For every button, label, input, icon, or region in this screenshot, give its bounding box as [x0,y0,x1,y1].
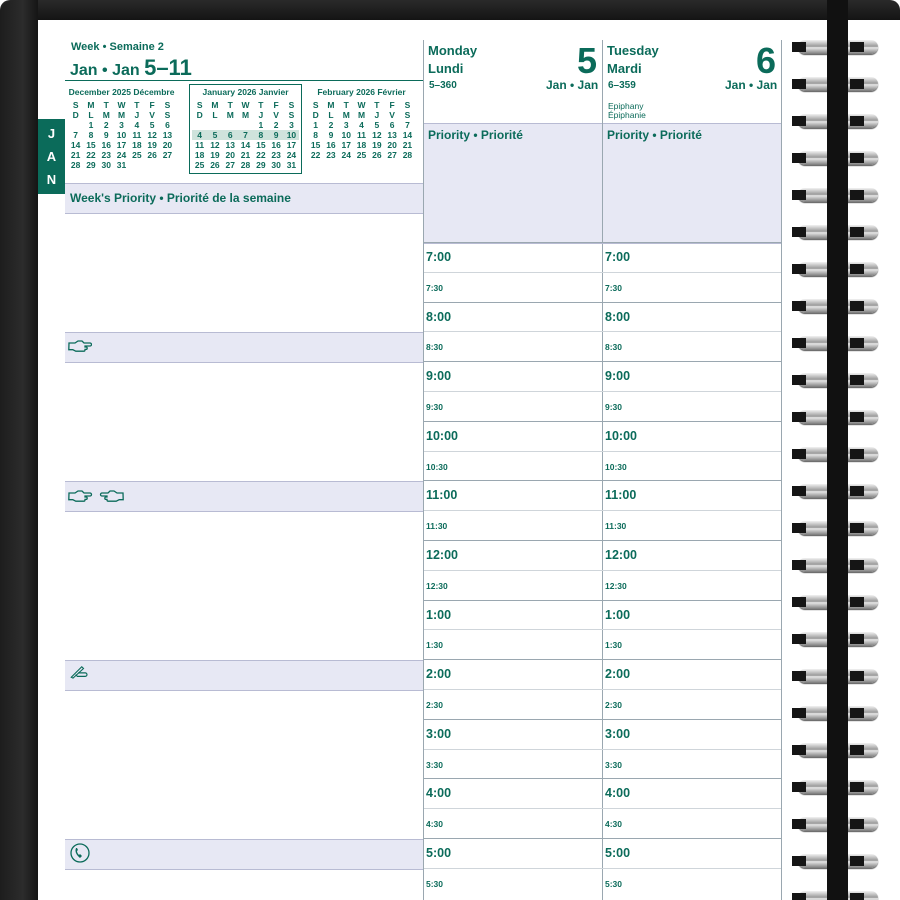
time-slot-label[interactable]: 8:00 [426,310,452,324]
slot-divider [424,808,781,809]
calendar-day[interactable]: 8 [313,130,319,140]
mini-calendar-february [308,87,415,170]
cover-top-edge [0,0,900,20]
time-slot-label[interactable]: 3:00 [605,727,631,741]
slot-divider [424,510,781,511]
day-month: Jan • Jan [725,78,778,92]
calendar-day[interactable]: 8 [253,130,268,140]
slot-divider [424,391,781,392]
slot-divider [424,242,781,243]
time-slot-label[interactable]: 12:00 [605,548,637,562]
weekday-header: M [241,110,250,120]
writing-hand-icon [68,665,92,679]
month-tab-letter: J [47,126,56,141]
weekday-header: T [103,100,109,110]
calendar-day[interactable]: 13 [162,130,173,140]
calendar-day[interactable]: 7 [73,130,79,140]
calendar-day[interactable]: 23 [101,150,111,160]
slot-divider [424,570,781,571]
calendar-day[interactable]: 29 [256,160,266,170]
cover-left-edge [0,0,38,900]
day-number: 5 [577,40,598,81]
calendar-day[interactable] [238,120,253,130]
time-slot-label[interactable]: 7:30 [426,283,444,293]
calendar-day[interactable]: 5 [149,120,155,130]
calendar-day[interactable]: 18 [194,150,205,160]
time-slot-label[interactable]: 7:30 [605,283,623,293]
calendar-day[interactable]: 28 [240,160,251,170]
time-slot-label[interactable]: 2:00 [426,667,452,681]
handshake-icon [68,489,124,503]
calendar-day[interactable]: 21 [402,140,413,150]
weekday-header: F [149,100,155,110]
calendar-day[interactable]: 26 [372,150,382,160]
priority-divider [602,123,603,243]
day-month: Jan • Jan [546,78,599,92]
mini-calendar-grid [68,100,175,170]
calendar-day[interactable]: 9 [268,130,283,140]
weekday-header: V [273,110,279,120]
slot-divider [424,838,781,839]
calendar-day[interactable]: 5 [374,120,380,130]
calendar-day[interactable]: 14 [70,140,81,150]
day-number: 6 [756,40,777,81]
time-slot-label[interactable]: 9:30 [426,402,444,412]
calendar-day[interactable]: 19 [147,140,157,150]
weekday-header: M [117,110,126,120]
time-slot-label[interactable]: 11:30 [605,521,627,531]
calendar-day[interactable]: 25 [356,150,367,160]
day-priority-label: Priority • Priorité [428,128,523,142]
calendar-day[interactable]: 11 [132,130,142,140]
weekday-header: T [374,100,380,110]
calendar-day[interactable]: 14 [402,130,413,140]
calendar-day[interactable]: 12 [372,130,382,140]
time-slot-label[interactable]: 11:00 [605,488,637,502]
time-slot-label[interactable]: 7:00 [426,250,452,264]
time-slot-label[interactable]: 2:00 [605,667,631,681]
weekday-header: M [327,100,335,110]
calendar-day[interactable]: 29 [86,160,96,170]
calendar-day[interactable]: 16 [271,140,281,150]
calendar-day[interactable] [369,160,384,170]
calendar-day[interactable] [129,160,144,170]
time-slot-label[interactable]: 2:30 [605,700,623,710]
calendar-day[interactable]: 3 [343,120,349,130]
week-range-prefix: Jan • Jan [70,62,145,79]
calendar-day[interactable] [308,160,323,170]
month-tab-jan[interactable] [38,119,65,194]
calendar-day[interactable]: 4 [192,130,207,140]
time-slot-label[interactable]: 3:30 [605,760,623,770]
calendar-day[interactable]: 6 [165,120,170,130]
week-range [70,55,192,81]
calendar-day[interactable] [192,120,207,130]
weekday-header: M [211,100,219,110]
calendar-day[interactable]: 25 [132,150,142,160]
weekday-header: W [241,100,250,110]
day-count: 6–359 [608,80,636,91]
weekday-header: M [342,110,350,120]
holiday-fr: Épiphanie [608,110,646,120]
time-slot-label[interactable]: 10:30 [605,462,627,472]
calendar-day[interactable]: 26 [147,150,157,160]
calendar-day[interactable]: 12 [210,140,220,150]
calendar-day[interactable]: 8 [88,130,94,140]
weekday-header: J [258,110,264,120]
notes-band-3 [65,660,423,691]
calendar-day[interactable]: 2 [328,120,334,130]
slot-divider [424,451,781,452]
time-slot-label[interactable]: 8:30 [426,342,444,352]
day-name-fr: Lundi [428,61,464,76]
calendar-day[interactable]: 15 [310,140,321,150]
calendar-day[interactable]: 23 [271,150,281,160]
weekday-header: F [389,100,395,110]
day-name-en: Monday [428,43,478,58]
time-slot-label[interactable]: 2:30 [426,700,444,710]
weekday-header: V [389,110,395,120]
calendar-day[interactable] [354,160,369,170]
calendar-day[interactable]: 30 [271,160,281,170]
calendar-day[interactable]: 30 [101,160,111,170]
slot-divider [424,600,781,601]
calendar-day[interactable]: 13 [387,130,397,140]
weekday-header: M [226,110,234,120]
calendar-day[interactable]: 9 [328,130,334,140]
time-slot-label[interactable]: 5:00 [605,846,631,860]
calendar-day[interactable]: 5 [207,130,222,140]
weekday-header: W [117,100,126,110]
slot-divider [424,689,781,690]
calendar-day[interactable]: 31 [116,160,127,170]
slot-divider [424,272,781,273]
calendar-day[interactable]: 13 [225,140,235,150]
calendar-day[interactable]: 10 [284,130,299,140]
weekday-header: W [357,100,366,110]
slot-divider [424,749,781,750]
time-slot-label[interactable]: 5:00 [426,846,452,860]
calendar-day[interactable]: 1 [258,120,264,130]
slot-divider [424,361,781,362]
time-slot-label[interactable]: 9:30 [605,402,623,412]
weekday-header: T [258,100,264,110]
calendar-day[interactable]: 22 [86,150,96,160]
time-slot-label[interactable]: 7:00 [605,250,631,264]
calendar-day[interactable]: 24 [286,150,297,160]
weekday-header: J [134,110,140,120]
mini-calendar-january [189,84,302,174]
time-slot-label[interactable]: 11:30 [426,521,448,531]
calendar-day[interactable]: 14 [240,140,251,150]
calendar-day[interactable]: 25 [194,160,205,170]
calendar-day[interactable]: 9 [103,130,109,140]
day-name-en: Tuesday [607,43,659,58]
calendar-day[interactable]: 17 [116,140,127,150]
calendar-day[interactable]: 10 [341,130,351,140]
calendar-day[interactable] [400,160,415,170]
mini-calendar-title: December 2025 Décembre [68,87,175,97]
calendar-day[interactable]: 27 [225,160,235,170]
calendar-day[interactable]: 21 [240,150,251,160]
calendar-day[interactable] [223,120,238,130]
calendar-day[interactable]: 18 [356,140,367,150]
calendar-day[interactable]: 17 [286,140,297,150]
weekday-header: S [72,100,79,110]
calendar-day[interactable]: 26 [210,160,220,170]
calendar-day[interactable]: 22 [256,150,266,160]
slot-divider [424,540,781,541]
calendar-day[interactable]: 7 [238,130,253,140]
calendar-day[interactable]: 2 [103,120,109,130]
time-slot-label[interactable]: 10:00 [605,429,637,443]
calendar-day[interactable]: 11 [357,130,367,140]
calendar-day[interactable]: 27 [162,150,173,160]
calendar-day[interactable]: 2 [273,120,279,130]
notes-band-1 [65,332,423,363]
weekday-header: S [312,100,319,110]
calendar-day[interactable]: 15 [256,140,266,150]
slot-divider [424,421,781,422]
telephone-icon [70,843,90,863]
notes-band-4 [65,839,423,870]
time-slot-label[interactable]: 8:00 [605,310,631,324]
time-slot-label[interactable]: 1:30 [605,640,623,650]
time-slot-label[interactable]: 4:30 [426,819,444,829]
mini-calendar-title: February 2026 Février [317,87,406,97]
calendar-day[interactable]: 6 [389,120,395,130]
time-slot-label[interactable]: 1:00 [426,608,452,622]
time-slot-label[interactable]: 8:30 [605,342,623,352]
calendar-day[interactable]: 24 [116,150,127,160]
calendar-day[interactable]: 7 [405,120,410,130]
weekday-header: L [328,110,334,120]
calendar-day[interactable]: 20 [387,140,397,150]
weekday-header: L [88,110,94,120]
mini-calendar-grid [192,100,299,170]
time-slot-label[interactable]: 12:00 [426,548,458,562]
calendar-day[interactable]: 28 [70,160,81,170]
slot-divider [424,331,781,332]
time-slot-label[interactable]: 1:30 [426,640,444,650]
time-slot-label[interactable]: 5:30 [426,879,444,889]
time-slot-label[interactable]: 9:00 [426,369,452,383]
calendar-day[interactable] [323,160,338,170]
month-tab-letter: A [46,149,57,164]
day-count: 5–360 [429,80,457,91]
weeks-priority-label: Week's Priority • Priorité de la semaine [70,191,291,205]
weekday-header: S [404,110,411,120]
calendar-day[interactable]: 24 [341,150,351,160]
weekday-header: S [164,100,171,110]
calendar-day[interactable]: 16 [326,140,336,150]
calendar-day[interactable]: 10 [116,130,127,140]
mini-calendar-december [68,87,175,170]
time-slot-label[interactable]: 9:00 [605,369,631,383]
calendar-day[interactable]: 12 [147,130,157,140]
day-name-fr: Mardi [607,61,642,76]
slot-divider [424,480,781,481]
weekday-header: D [196,110,203,120]
slot-divider [424,719,781,720]
weekday-header: S [164,110,171,120]
slot-divider [424,302,781,303]
calendar-day[interactable] [144,160,159,170]
calendar-day[interactable]: 15 [86,140,96,150]
calendar-day[interactable]: 28 [402,150,413,160]
calendar-day[interactable]: 1 [313,120,319,130]
weekday-header: M [87,100,95,110]
weekday-header: D [72,110,79,120]
weekday-header: J [374,110,380,120]
calendar-day[interactable]: 20 [225,150,235,160]
time-slot-label[interactable]: 4:00 [426,786,452,800]
calendar-day[interactable]: 11 [195,140,205,150]
calendar-day[interactable]: 19 [210,150,220,160]
pointing-hand-icon [68,339,92,353]
header-divider [65,80,423,81]
weekday-header: M [357,110,366,120]
weekday-header: M [102,110,110,120]
week-label: Week • Semaine 2 [71,41,164,53]
weekday-header: V [149,110,155,120]
weekday-header: T [227,100,233,110]
time-slot-label[interactable]: 4:00 [605,786,631,800]
calendar-day[interactable]: 3 [289,120,294,130]
slot-divider [424,659,781,660]
time-slot-label[interactable]: 10:30 [426,462,448,472]
calendar-day[interactable]: 16 [101,140,111,150]
time-slot-label[interactable]: 10:00 [426,429,458,443]
slot-divider [424,778,781,779]
calendar-day[interactable]: 3 [119,120,124,130]
time-slot-label[interactable]: 3:30 [426,760,444,770]
calendar-day[interactable] [160,160,175,170]
calendar-day[interactable] [207,120,222,130]
calendar-day[interactable]: 1 [88,120,94,130]
calendar-day[interactable]: 19 [372,140,382,150]
month-tab-letter: N [46,172,57,187]
time-slot-label[interactable]: 12:30 [426,581,448,591]
weekday-header: F [273,100,279,110]
slot-divider [424,629,781,630]
time-slot-label[interactable]: 11:00 [426,488,458,502]
weekday-header: S [288,100,295,110]
calendar-day[interactable]: 20 [162,140,173,150]
calendar-day[interactable] [68,120,83,130]
column-divider-right [781,40,782,900]
day-priority-label: Priority • Priorité [607,128,702,142]
time-slot-label[interactable]: 3:00 [426,727,452,741]
weekday-header: S [404,100,411,110]
time-slot-label[interactable]: 5:30 [605,879,623,889]
calendar-day[interactable]: 4 [359,120,364,130]
week-range-days: 5–11 [144,55,192,80]
holiday-en: Epiphany [608,101,644,111]
calendar-day[interactable]: 27 [387,150,397,160]
weekday-header: S [288,110,295,120]
calendar-day[interactable] [384,160,399,170]
weekday-header: S [196,100,203,110]
calendar-day[interactable]: 4 [134,120,140,130]
time-slot-label[interactable]: 12:30 [605,581,627,591]
weekday-header: T [343,100,349,110]
spine [827,0,848,900]
time-slot-label[interactable]: 1:00 [605,608,631,622]
mini-calendar-grid [308,100,415,170]
calendar-day[interactable]: 22 [310,150,321,160]
weekday-header: L [212,110,218,120]
time-slot-label[interactable]: 4:30 [605,819,623,829]
calendar-day[interactable]: 31 [286,160,297,170]
calendar-day[interactable]: 18 [132,140,142,150]
calendar-day[interactable]: 17 [341,140,351,150]
mini-calendar-title: January 2026 Janvier [202,87,289,97]
calendar-day[interactable]: 21 [70,150,81,160]
calendar-day[interactable]: 23 [326,150,336,160]
slot-divider [424,868,781,869]
weekday-header: D [312,110,319,120]
calendar-day[interactable]: 6 [223,130,238,140]
weekday-header: T [134,100,140,110]
calendar-day[interactable] [339,160,354,170]
